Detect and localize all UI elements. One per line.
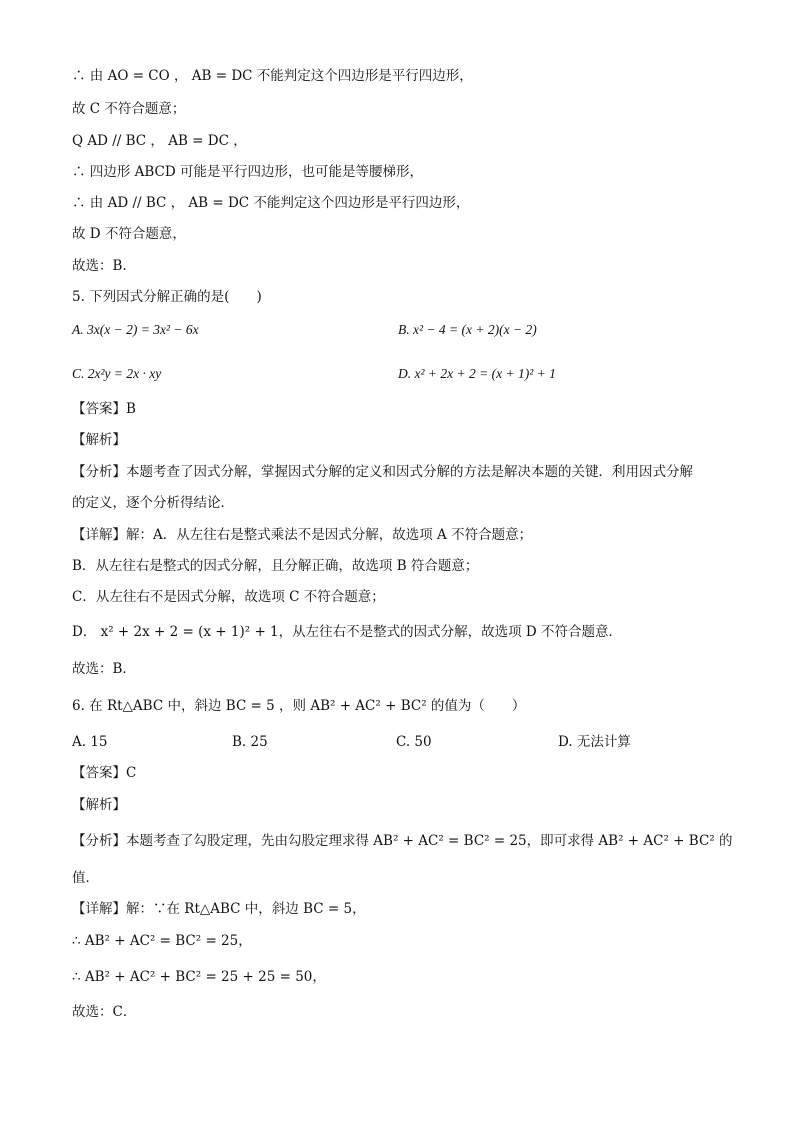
question-6-stem: 6. 在 Rt△ABC 中，斜边 BC = 5 ，则 AB² + AC² + BC² 的值为（ ）	[72, 698, 526, 714]
question-5-option-c: C. 2x²y = 2x · xy	[72, 366, 162, 381]
text-line: ∴ AB² + AC² = BC² = 25，	[72, 933, 252, 949]
text-line: 故选：C．	[72, 1004, 137, 1020]
question-5-option-d: D. x² + 2x + 2 = (x + 1)² + 1	[398, 366, 556, 381]
text-line: 【分析】本题考查了因式分解，掌握因式分解的定义和因式分解的方法是解决本题的关键．利用因式分解	[72, 464, 693, 480]
analysis-label: 【解析】	[72, 432, 126, 448]
question-5-option-b: B. x² − 4 = (x + 2)(x − 2)	[398, 322, 537, 337]
question-6-option-d: D. 无法计算	[558, 734, 631, 750]
answer-label: 【答案】C	[72, 765, 137, 781]
question-5-option-a: A. 3x(x − 2) = 3x² − 6x	[72, 322, 199, 337]
text-line: 故 D 不符合题意，	[72, 226, 186, 242]
text-line: 故选：B.	[72, 258, 127, 274]
text-line: 【分析】本题考查了勾股定理，先由勾股定理求得 AB² + AC² = BC² = 25，即可求得 AB² + AC² + BC² 的	[72, 833, 733, 849]
text-line: 【详解】解：∵在 Rt△ABC 中，斜边 BC = 5，	[72, 901, 366, 917]
answer-label: 【答案】B	[72, 401, 136, 417]
question-6-option-a: A. 15	[72, 734, 108, 750]
text-line: ∴ AB² + AC² + BC² = 25 + 25 = 50，	[72, 969, 326, 985]
text-line: 故选：B．	[72, 661, 136, 677]
text-line: ∴ 四边形 ABCD 可能是平行四边形，也可能是等腰梯形，	[72, 164, 423, 180]
text-line: 故 C 不符合题意；	[72, 101, 186, 117]
text-line: 的定义，逐个分析得结论．	[72, 495, 234, 511]
question-6-option-b: B. 25	[232, 734, 268, 750]
text-line: Q AD // BC ， AB = DC ，	[72, 133, 247, 149]
text-line: ∴ 由 AD // BC ， AB = DC 不能判定这个四边形是平行四边形，	[72, 195, 470, 211]
analysis-label: 【解析】	[72, 797, 126, 813]
text-line: B．从左往右是整式的因式分解，且分解正确，故选项 B 符合题意；	[72, 558, 479, 574]
text-line: D． x² + 2x + 2 = (x + 1)² + 1，从左往右不是整式的因式分解，故选项 D 不符合题意．	[72, 624, 623, 640]
question-6-option-c: C. 50	[396, 734, 432, 750]
text-line: ∴ 由 AO = CO ， AB = DC 不能判定这个四边形是平行四边形，	[72, 68, 473, 84]
text-line: C．从左往右不是因式分解，故选项 C 不符合题意；	[72, 589, 385, 605]
text-line: 【详解】解：A．从左往右是整式乘法不是因式分解，故选项 A 不符合题意；	[72, 527, 533, 543]
question-5-stem: 5. 下列因式分解正确的是( )	[72, 289, 262, 305]
text-line: 值．	[72, 870, 99, 886]
